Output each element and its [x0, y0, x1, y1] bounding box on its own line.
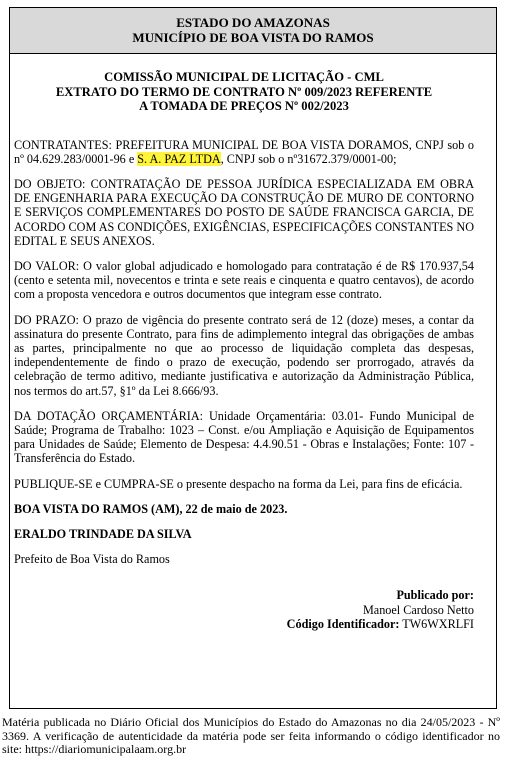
identifier-code: TW6WXRLFI: [402, 616, 474, 631]
header-municipality: MUNICÍPIO DE BOA VISTA DO RAMOS: [132, 30, 374, 45]
contratantes-text-before: CONTRATANTES: PREFEITURA MUNICIPAL DE BOA VISTA DORAMOS, CNPJ sob o nº 04.629.283/0001-96 e: [14, 137, 474, 166]
prazo-paragraph: DO PRAZO: O prazo de vigência do presente contrato será de 12 (doze) meses, a contar da assinatura do presente Contrato, para fins de adimplemento integral das obrigações de ambas as partes, principalmente no que ao processo de liquidação completa das despesas, independentemente de findo o prazo de execução, podendo ser prorrogado, através da celebração de termo aditivo, mediante justificativa e autorização da Administração Pública, nos termos do art.57, §1º da Lei 8.666/93.: [14, 312, 474, 398]
document-content: [14, 70, 474, 631]
document-title: [14, 70, 474, 114]
valor-paragraph: DO VALOR: O valor global adjudicado e homologado para contratação é de R$ 170.937,54 (cento e setenta mil, novecentos e trinta e sete reais e cinquenta e quatro centavos), de acordo com a proposta vencedora e outros documentos que integram esse contrato.: [14, 258, 474, 302]
place-date: BOA VISTA DO RAMOS (AM), 22 de maio de 2023.: [14, 501, 288, 516]
identifier-line: [14, 617, 474, 631]
contratantes-paragraph: [14, 138, 474, 166]
header-state: ESTADO DO AMAZONAS: [176, 15, 330, 30]
publication-footer: Matéria publicada no Diário Oficial dos Municípios do Estado do Amazonas no dia 24/05/2023 - Nº 3369. A verificação de autenticidade da matéria pode ser feita informando o código identificador no site: https://diariomunicipalaam.org.br: [2, 715, 500, 757]
publique-paragraph: PUBLIQUE-SE e CUMPRA-SE o presente despacho na forma da Lei, para fins de eficácia.: [14, 476, 463, 491]
objeto-paragraph: DO OBJETO: CONTRATAÇÃO DE PESSOA JURÍDICA ESPECIALIZADA EM OBRA DE ENGENHARIA PARA EXECUÇÃO DA CONSTRUÇÃO DE MURO DE CONTORNO E SERVIÇOS COMPLEMENTARES DO POSTO DE SAÚDE FRANCISCA GARCIA, DE ACORDO COM AS CONDIÇÕES, EXIGÊNCIAS, ESPECIFICAÇÕES CONSTANTES NO EDITAL E SEUS ANEXOS.: [14, 176, 474, 248]
document-header: [10, 8, 496, 54]
contratantes-text-after: , CNPJ sob o nº31672.379/0001-00;: [220, 151, 397, 166]
identifier-label: Código Identificador:: [286, 616, 400, 631]
publication-info: [14, 588, 474, 631]
publisher-name: Manoel Cardoso Netto: [362, 602, 474, 617]
signatory-role: Prefeito de Boa Vista do Ramos: [14, 552, 170, 567]
title-line-3: A TOMADA DE PREÇOS Nº 002/2023: [139, 99, 349, 113]
title-line-1: COMISSÃO MUNICIPAL DE LICITAÇÃO - CML: [104, 70, 384, 84]
contractor-highlight: S. A. PAZ LTDA: [137, 151, 221, 166]
signatory-name: ERALDO TRINDADE DA SILVA: [14, 526, 192, 541]
dotacao-paragraph: DA DOTAÇÃO ORÇAMENTÁRIA: Unidade Orçamentária: 03.01- Fundo Municipal de Saúde; Programa de Trabalho: 1023 – Const. e/ou Ampliação e Aquisição de Equipamentos para Unidades de Saúde; Elemento de Despesa: 4.4.90.51 - Obras e Instalações; Fonte: 107 - Transferência do Estado.: [14, 408, 474, 466]
title-line-2: EXTRATO DO TERMO DE CONTRATO Nº 009/2023 REFERENTE: [55, 84, 433, 99]
published-by-label: Publicado por:: [396, 588, 474, 603]
